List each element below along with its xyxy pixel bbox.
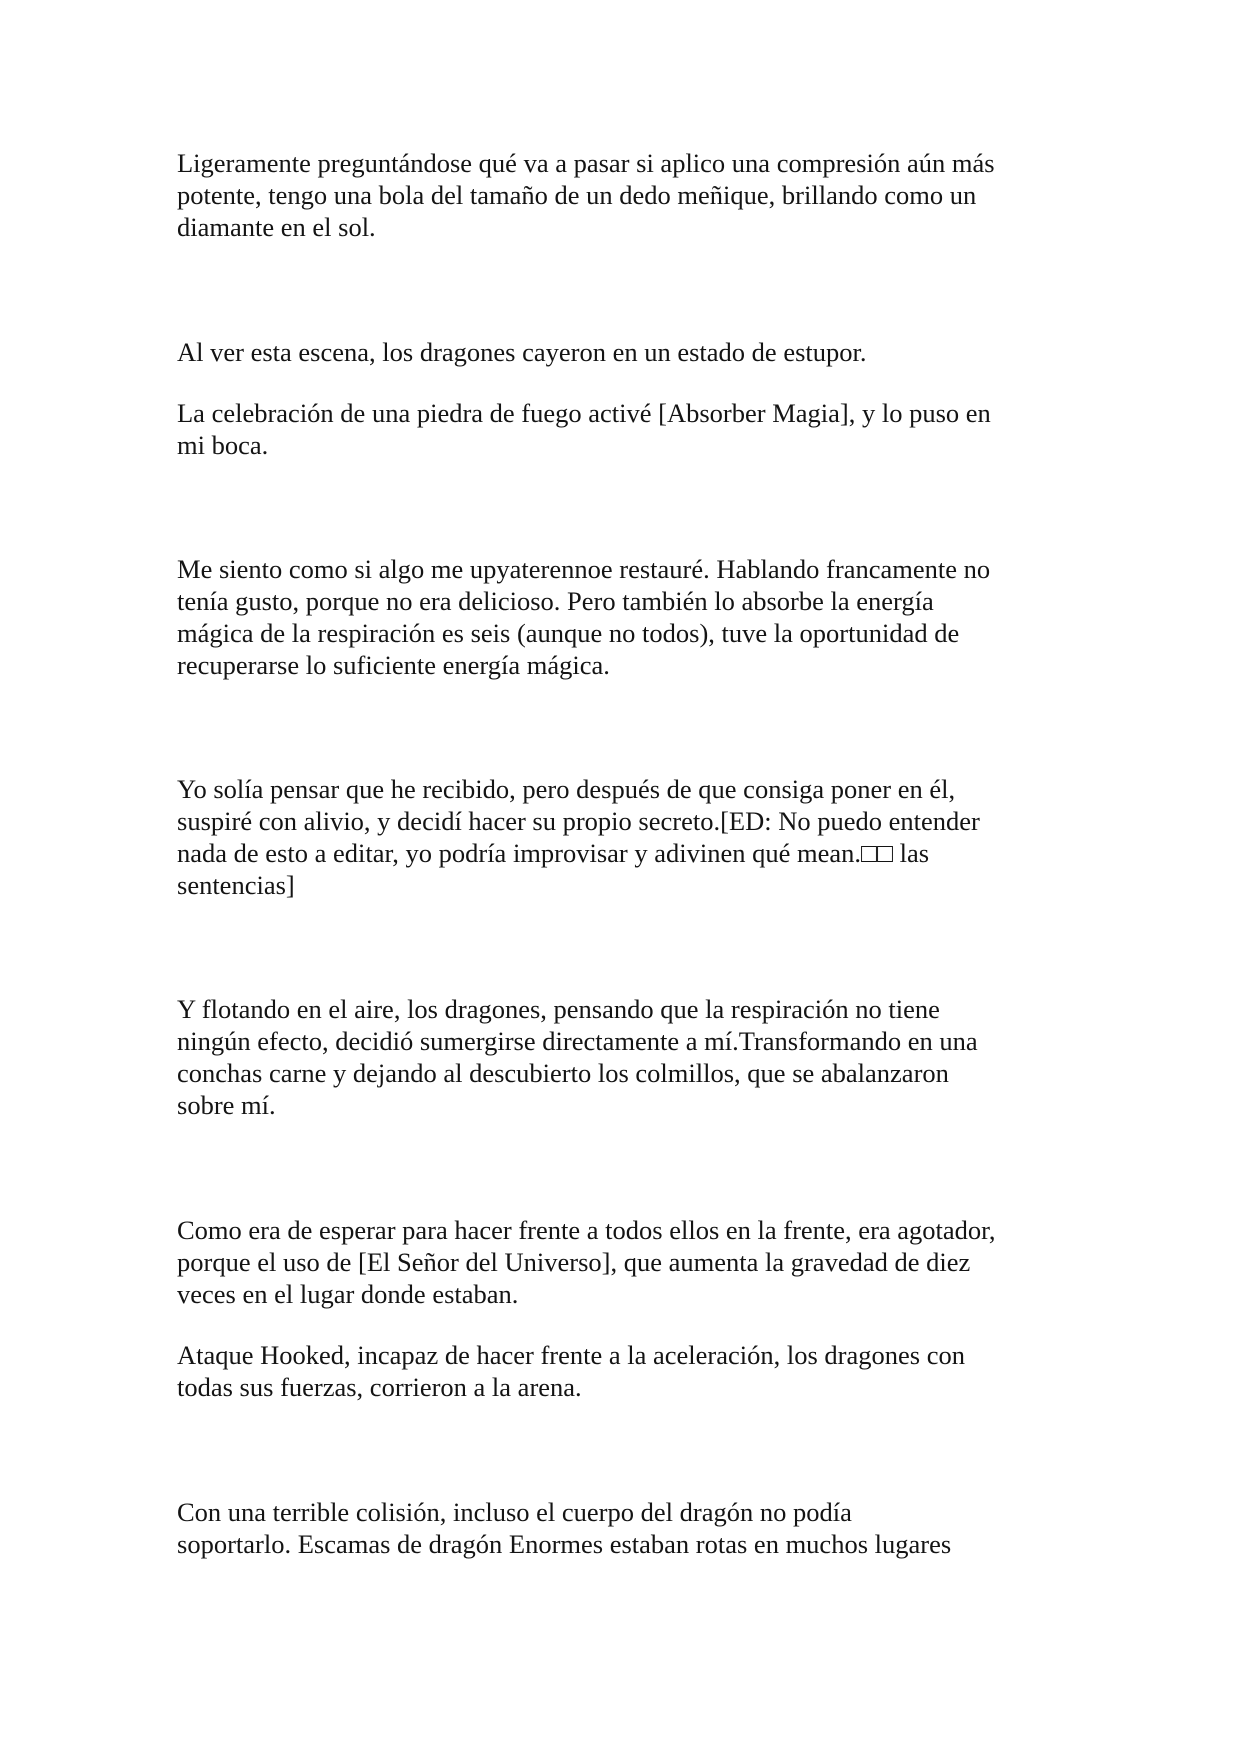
- paragraph: Al ver esta escena, los dragones cayeron en un estado de estupor.: [177, 337, 867, 367]
- paragraph: Como era de esperar para hacer frente a todos ellos en la frente, era agotador, porque el uso de [El Señor del Universo], que aumenta la gravedad de diez veces en el lugar donde estaban.: [177, 1215, 996, 1309]
- paragraph: Con una terrible colisión, incluso el cuerpo del dragón no podía soportarlo. Escamas de dragón Enormes estaban rotas en muchos lugares: [177, 1497, 952, 1559]
- paragraph: La celebración de una piedra de fuego activé [Absorber Magia], y lo puso en mi boca.: [177, 398, 991, 460]
- paragraph: Me siento como si algo me upyaterennoe restauré. Hablando francamente no tenía gusto, porque no era delicioso. Pero también lo absorbe la energía mágica de la respiración es seis (aunque no todos), tuve la oportunidad de recuperarse lo suficiente energía mágica.: [177, 554, 991, 680]
- paragraph: Ataque Hooked, incapaz de hacer frente a la aceleración, los dragones con todas sus fuerzas, corrieron a la arena.: [177, 1340, 965, 1402]
- paragraph: Yo solía pensar que he recibido, pero después de que consiga poner en él, suspiré con alivio, y decidí hacer su propio secreto.[ED: No puedo entender nada de esto a editar, yo podría improvisar y adivinen qué mean.□□ las sentencias]: [177, 774, 980, 900]
- paragraph: Ligeramente preguntándose qué va a pasar si aplico una compresión aún más potente, tengo una bola del tamaño de un dedo meñique, brillando como un diamante en el sol.: [177, 148, 995, 242]
- paragraph: Y flotando en el aire, los dragones, pensando que la respiración no tiene ningún efecto, decidió sumergirse directamente a mí.Transformando en una conchas carne y dejando al descubierto los colmillos, que se abalanzaron sobre mí.: [177, 994, 978, 1120]
